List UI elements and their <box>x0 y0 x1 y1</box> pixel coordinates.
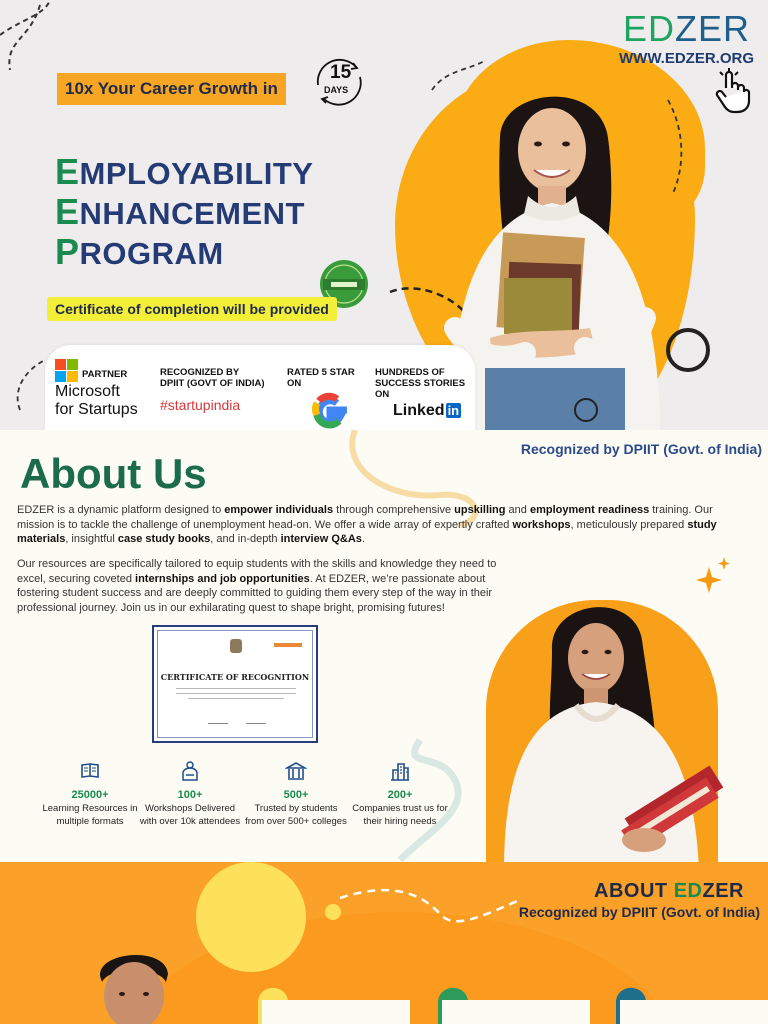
highlighted-text: upskilling <box>454 504 506 516</box>
highlighted-text: internships and job opportunities <box>135 572 310 585</box>
college-icon <box>285 760 307 782</box>
highlighted-text: interview Q&As <box>280 533 362 545</box>
highlighted-text: workshops <box>512 518 571 531</box>
website-url[interactable]: WWW.EDZER.ORG <box>619 50 754 67</box>
promo-banner: 10x Your Career Growth in <box>57 73 286 105</box>
paragraph-text: , insightful <box>65 533 118 545</box>
info-card <box>442 1000 590 1024</box>
stat-companies: 200+ Companies trust us for their hiring needs <box>350 760 450 828</box>
edzer-logo: EDZER <box>622 8 750 49</box>
stat-workshops: 100+ Workshops Delivered with over 10k attendees <box>138 760 242 828</box>
about-edzer-subtitle: Recognized by DPIIT (Govt. of India) <box>518 904 760 920</box>
about-section <box>0 430 768 862</box>
days-label: DAYS <box>324 85 349 95</box>
emblem-icon <box>230 639 242 653</box>
buildings-icon <box>389 760 411 782</box>
decorative-ring <box>666 328 710 372</box>
hero-section <box>0 0 768 430</box>
paragraph-text: and <box>505 504 530 516</box>
paragraph-text: . <box>361 533 365 545</box>
startupindia-mark <box>274 643 302 647</box>
decorative-ring-small <box>574 398 598 422</box>
microsoft-badge: PARTNER Microsoft for Startups <box>55 359 155 429</box>
pointer-hand-icon <box>712 68 752 114</box>
highlighted-text: study materials <box>17 518 717 545</box>
highlighted-text: employment readiness <box>529 504 650 516</box>
program-title: EMPLOYABILITY ENHANCEMENT PROGRAM <box>55 151 314 272</box>
presenter-icon <box>179 760 201 782</box>
recognized-label: Recognized by DPIIT (Govt. of India) <box>520 441 762 457</box>
about-title: About Us <box>20 450 207 497</box>
about-paragraph-2 <box>17 557 527 615</box>
man-portrait-image <box>88 946 178 1024</box>
certificate-note: Certificate of completion will be provided <box>47 297 337 321</box>
about-paragraph-1 <box>17 503 727 547</box>
microsoft-icon <box>55 359 78 382</box>
days-number: 15 <box>330 62 352 83</box>
paragraph-text: EDZER is a dynamic platform designed to <box>17 504 225 516</box>
linkedin-badge: HUNDREDS OF SUCCESS STORIES ON Linked in <box>375 367 475 427</box>
google-icon <box>309 389 351 430</box>
highlighted-text: empower individuals <box>224 504 334 516</box>
trust-badges-bar <box>45 345 475 430</box>
linkedin-logo: Linked in <box>393 402 460 419</box>
brand-block <box>619 10 754 67</box>
dpiit-badge: RECOGNIZED BY DPIIT (GOVT OF INDIA) #startupindia <box>160 367 280 427</box>
paragraph-text: , meticulously prepared <box>570 518 688 531</box>
info-card <box>620 1000 768 1024</box>
student-woman-books-image <box>494 590 730 862</box>
paragraph-text: . At EDZER, we’re passionate about fostering student success and are deeply committed to guiding them every step of the way in their professional journey. Join us in our exhilarating quest to shape bright, promising futures! <box>17 572 493 614</box>
info-card <box>262 1000 410 1024</box>
paragraph-text: through comprehensive <box>333 504 455 516</box>
paragraph-text: training. Our mission is to tackle the challenge of unemployment head-on. We offer a wide array of expertly crafted <box>17 504 713 531</box>
about-edzer-section <box>0 862 768 1024</box>
stat-resources: 25000+ Learning Resources in multiple formats <box>40 760 140 828</box>
startupindia-logo: #startupindia <box>160 397 241 413</box>
google-badge: RATED 5 STAR ON <box>287 367 367 427</box>
about-edzer-title: ABOUT EDZER <box>594 880 744 902</box>
book-icon <box>79 760 101 782</box>
stat-colleges: 500+ Trusted by students from over 500+ colleges <box>244 760 348 828</box>
paragraph-text: , and in-depth <box>210 533 281 545</box>
highlighted-text: case study books <box>117 533 211 545</box>
sparkle-icon <box>695 555 735 595</box>
paragraph-text: Our resources are specifically tailored to equip students with the skills and knowledge they need to excel, securing coveted <box>17 558 497 585</box>
certificate-of-recognition-image: CERTIFICATE OF RECOGNITION <box>152 625 318 743</box>
fifteen-days-badge <box>310 55 368 107</box>
